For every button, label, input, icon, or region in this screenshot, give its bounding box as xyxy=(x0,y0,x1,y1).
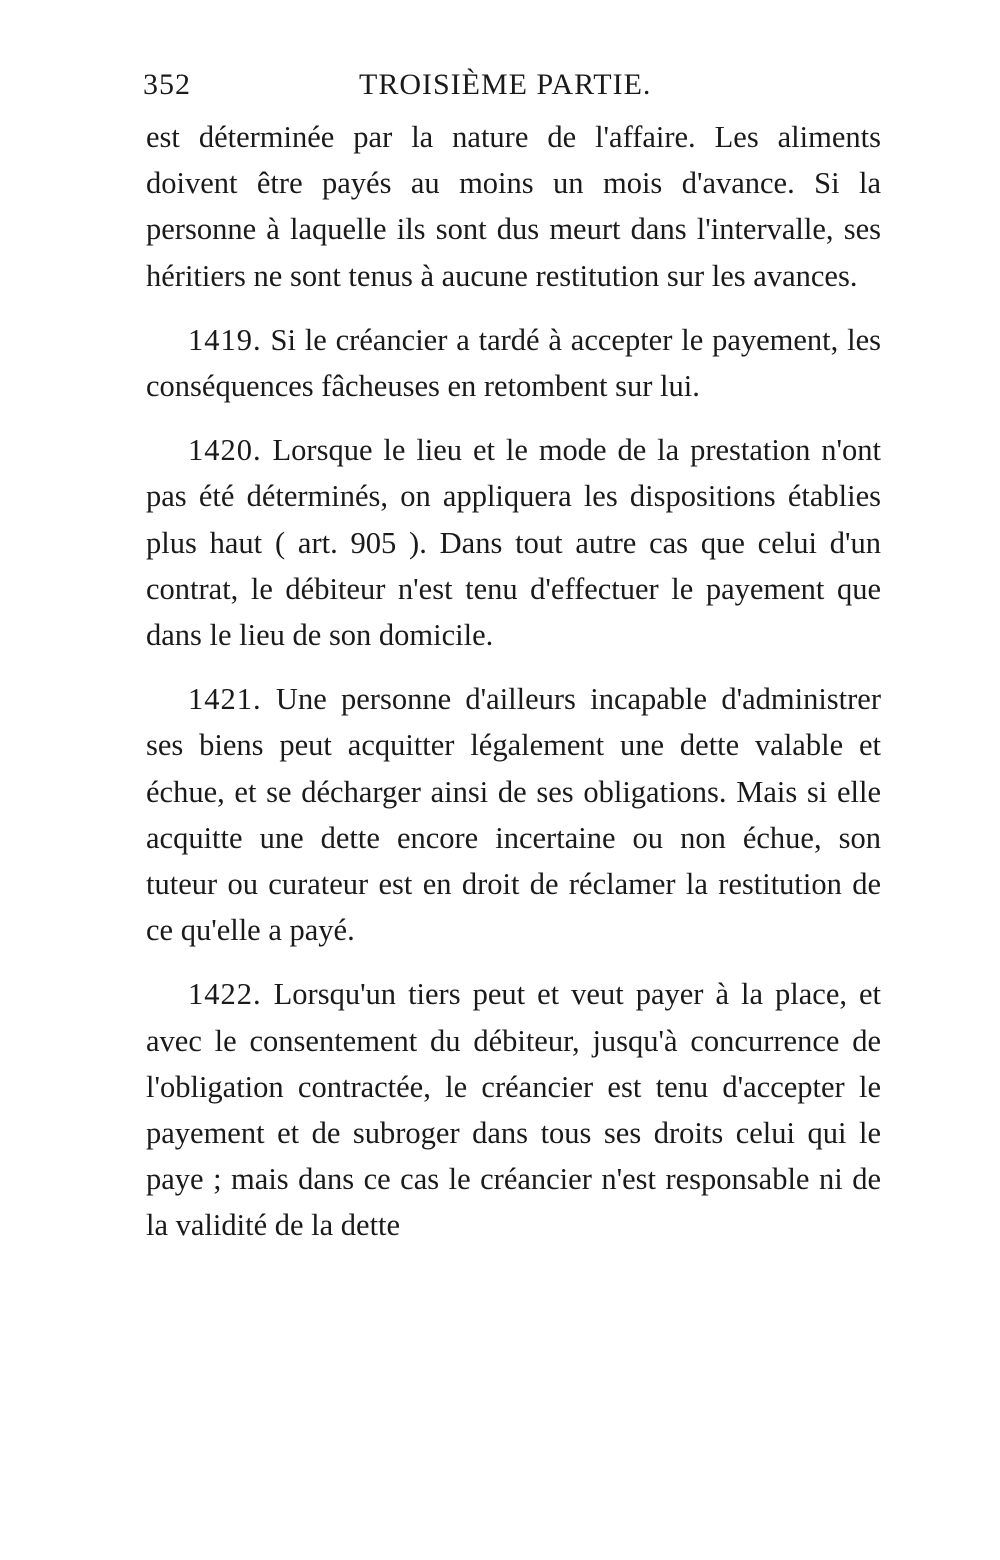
paragraph-text: Lorsqu'un tiers peut et veut payer à la place, et avec le consentement du débiteur, jusqu'à concurrence de l'obligation contractée, le créancier est tenu d'accepter le payement et de subroger dans tous ses droits celui qui le paye ; mais dans ce cas le créancier n'est responsable ni de la validité de la dette xyxy=(146,977,882,1243)
article-1420 xyxy=(146,427,881,658)
paragraph-text: est déterminée par la nature de l'affaire. Les aliments doivent être payés au moins un mois d'avance. Si la personne à laquelle ils sont dus meurt dans l'intervalle, ses héritiers ne sont tenus à aucune restitution sur les avances. xyxy=(146,120,881,293)
paragraph-text: Si le créancier a tardé à accepter le payement, les conséquences fâcheuses en retombent sur lui. xyxy=(146,322,881,404)
running-title: TROISIÈME PARTIE. xyxy=(359,68,652,101)
article-number: 1420. xyxy=(188,433,262,468)
article-number: 1421. xyxy=(188,682,262,717)
article-1422 xyxy=(146,971,881,1248)
page-header xyxy=(143,68,883,112)
body-text xyxy=(146,114,881,1249)
article-number: 1419. xyxy=(188,322,262,357)
article-1419 xyxy=(146,317,881,409)
paragraph-text: Une personne d'ailleurs incapable d'administrer ses biens peut acquitter légalement une dette valable et échue, et se décharger ainsi de ses obligations. Mais si elle acquitte une dette encore incertaine ou non échue, son tuteur ou curateur est en droit de réclamer la restitution de ce qu'elle a payé. xyxy=(146,682,881,948)
paragraph-text: Lorsque le lieu et le mode de la prestation n'ont pas été déterminés, on appliquera les dispositions établies plus haut ( art. 905 ). Dans tout autre cas que celui d'un contrat, le débiteur n'est tenu d'effectuer le payement que dans le lieu de son domicile. xyxy=(146,433,882,653)
article-1421 xyxy=(146,676,881,953)
article-number: 1422. xyxy=(188,977,262,1012)
page-number: 352 xyxy=(143,68,191,101)
paragraph-continuation xyxy=(146,114,881,299)
